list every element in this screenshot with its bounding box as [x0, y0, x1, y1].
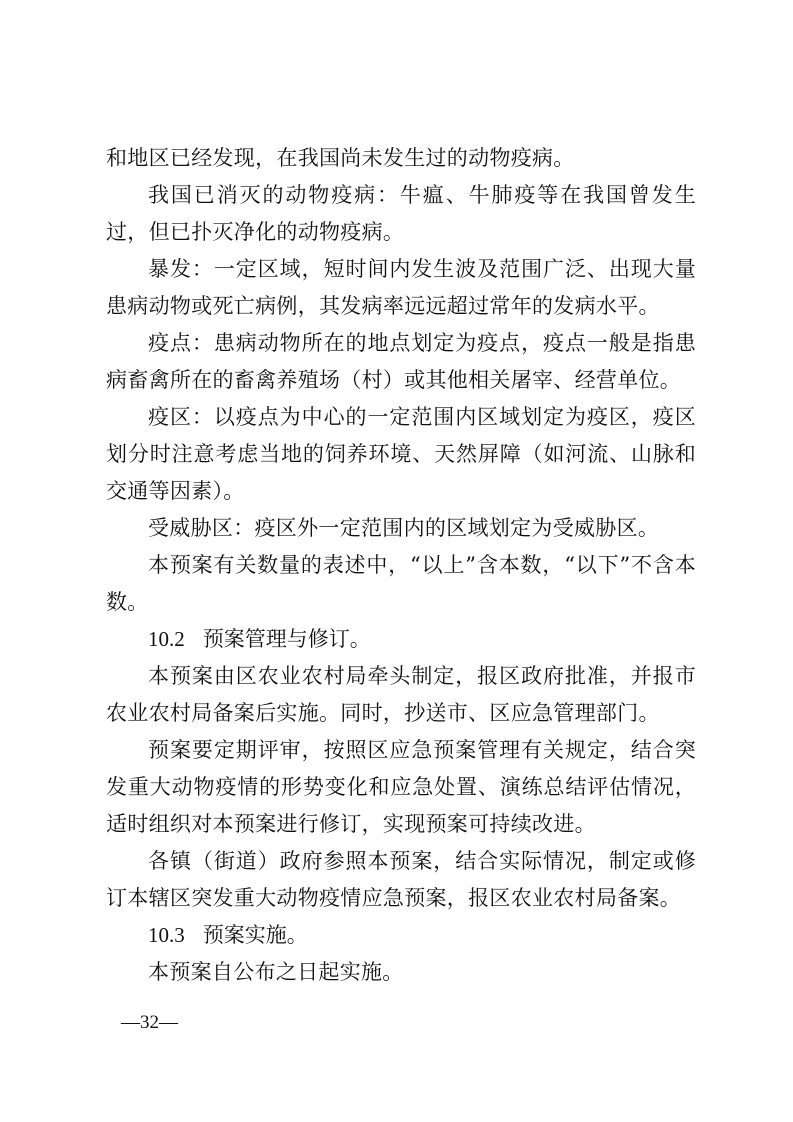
- page-number: —32—: [121, 1012, 178, 1033]
- paragraph-6: 受威胁区：疫区外一定范围内的区域划定为受威胁区。: [148, 516, 660, 540]
- paragraph-3: 暴发：一定区域，短时间内发生波及范围广泛、出现大量患病动物或死亡病例，其发病率远远超过常年的发病水平。: [106, 257, 696, 318]
- paragraph-5: 疫区：以疫点为中心的一定范围内区域划定为疫区，疫区划分时注意考虑当地的饲养环境、天然屏障（如河流、山脉和交通等因素）。: [106, 405, 696, 503]
- section-heading-10-2: [106, 621, 696, 658]
- document-body: [106, 140, 696, 991]
- paragraph-10-3-1: 本预案自公布之日起实施。: [148, 960, 404, 984]
- section-number: 10.3: [148, 923, 185, 947]
- paragraph-10-2-1: 本预案由区农业农村局牵头制定，报区政府批准，并报市农业农村局备案后实施。同时，抄送市、区应急管理部门。: [106, 664, 696, 725]
- paragraph-10-2-2: 预案要定期评审，按照区应急预案管理有关规定，结合突发重大动物疫情的形势变化和应急处置、演练总结评估情况，适时组织对本预案进行修订，实现预案可持续改进。: [106, 738, 696, 836]
- paragraph-2: 我国已消灭的动物疫病：牛瘟、牛肺疫等在我国曾发生过，但已扑灭净化的动物疫病。: [106, 183, 696, 244]
- section-title: 预案管理与修订。: [202, 627, 371, 651]
- paragraph-4: 疫点：患病动物所在的地点划定为疫点，疫点一般是指患病畜禽所在的畜禽养殖场（村）或其他相关屠宰、经营单位。: [106, 331, 696, 392]
- section-number: 10.2: [148, 627, 185, 651]
- paragraph-7: 本预案有关数量的表述中，“以上”含本数，“以下”不含本数。: [106, 553, 696, 614]
- section-heading-10-3: [106, 917, 696, 954]
- paragraph-1: 和地区已经发现，在我国尚未发生过的动物疫病。: [106, 146, 575, 170]
- section-title: 预案实施。: [202, 923, 308, 947]
- paragraph-10-2-3: 各镇（街道）政府参照本预案，结合实际情况，制定或修订本辖区突发重大动物疫情应急预案，报区农业农村局备案。: [106, 849, 696, 910]
